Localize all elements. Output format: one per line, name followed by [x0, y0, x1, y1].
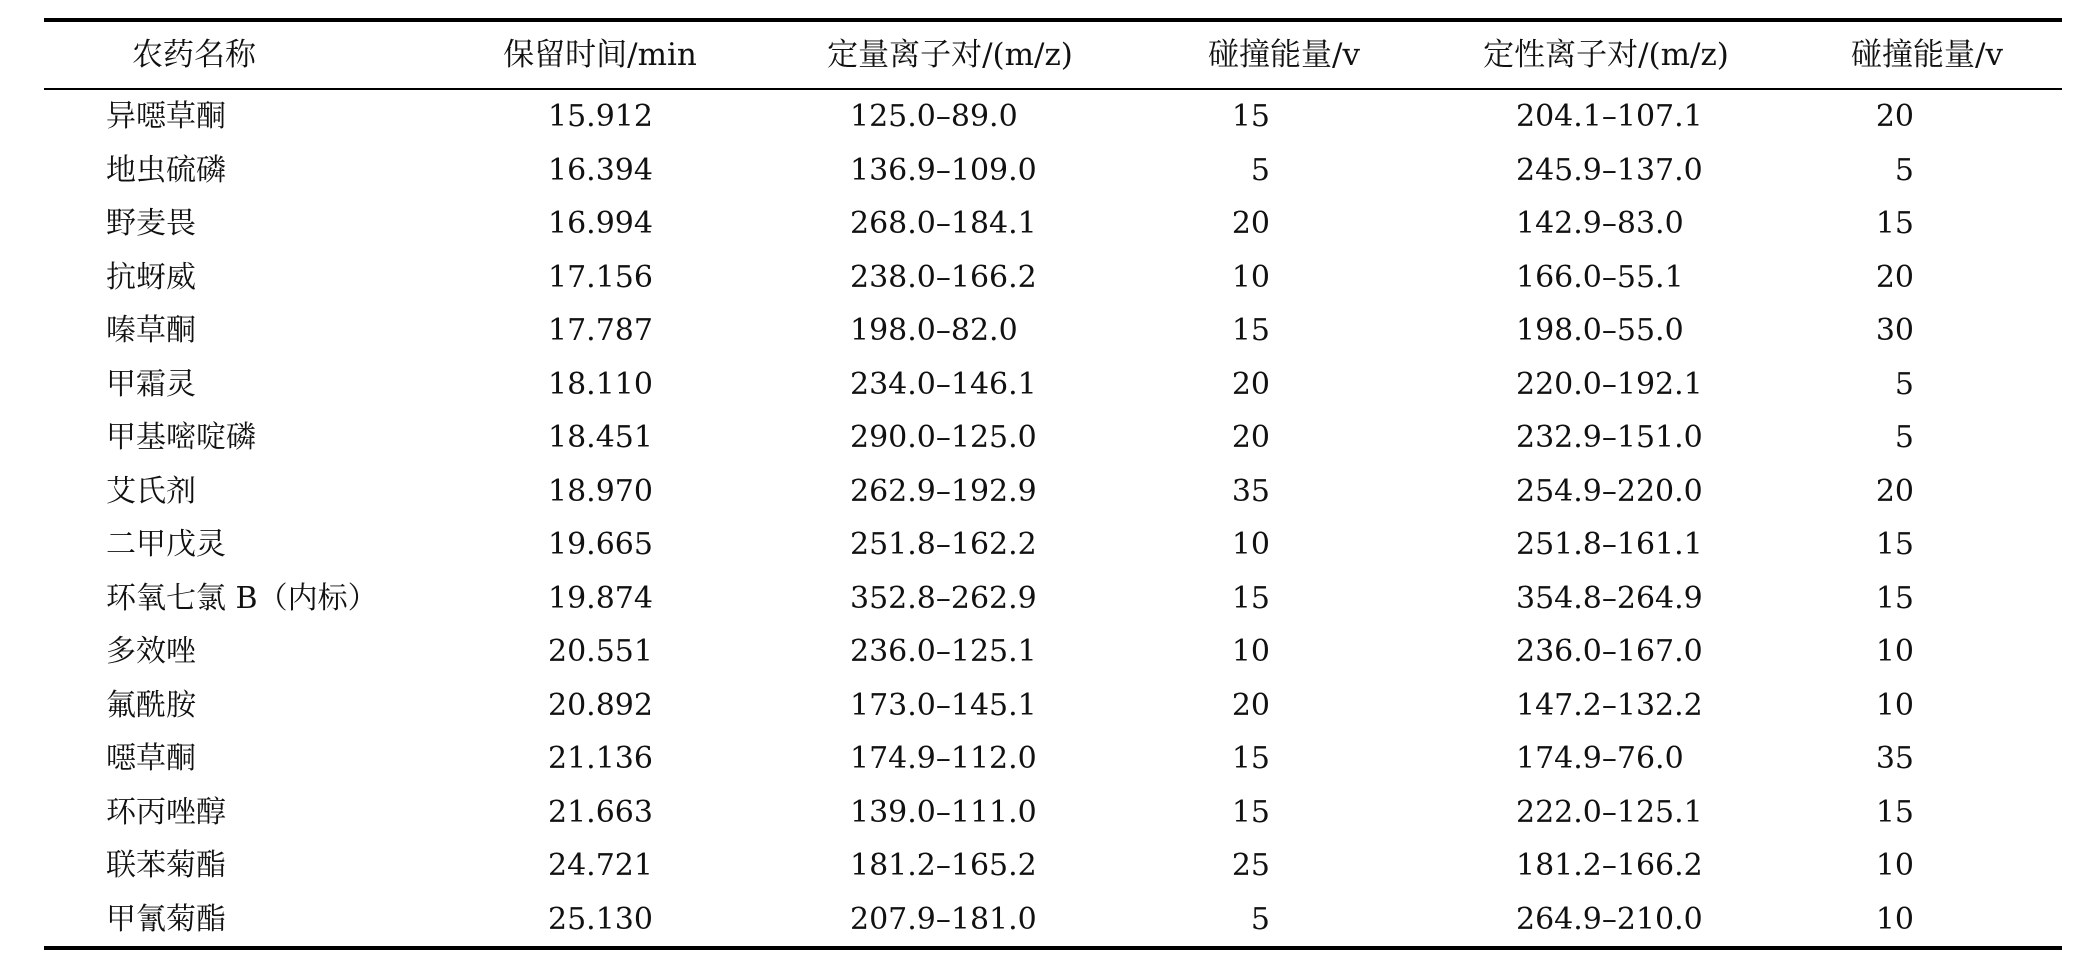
header-collision-energy-2: 碰撞能量/v — [1851, 37, 2003, 73]
cell-pesticide-name: 噁草酮 — [106, 741, 196, 776]
cell-qualitative-ion-pair: 251.8–161.1 — [1516, 527, 1703, 562]
cell-collision-energy-2: 5 — [1894, 420, 1914, 455]
cell-collision-energy-2: 30 — [1875, 313, 1914, 348]
cell-qualitative-ion-pair: 181.2–166.2 — [1516, 848, 1703, 883]
cell-quantitative-ion-pair: 139.0–111.0 — [850, 794, 1037, 830]
cell-pesticide-name: 甲霜灵 — [106, 366, 196, 402]
table-row — [44, 411, 2062, 465]
cell-retention-time: 16.994 — [548, 206, 653, 241]
table-row — [44, 786, 2062, 840]
cell-retention-time: 21.136 — [548, 741, 653, 776]
cell-collision-energy-1: 10 — [1231, 527, 1270, 562]
table-row — [44, 197, 2062, 251]
cell-quantitative-ion-pair: 268.0–184.1 — [850, 206, 1037, 241]
cell-retention-time: 16.394 — [548, 152, 653, 188]
cell-retention-time: 18.110 — [548, 366, 653, 402]
cell-collision-energy-1: 15 — [1231, 313, 1270, 348]
cell-collision-energy-2: 10 — [1875, 687, 1914, 723]
cell-pesticide-name: 甲基嘧啶磷 — [106, 420, 256, 455]
table-row — [44, 625, 2062, 679]
cell-pesticide-name: 地虫硫磷 — [106, 152, 226, 188]
table-header-row — [44, 22, 2062, 88]
cell-pesticide-name: 异噁草酮 — [106, 99, 226, 134]
cell-collision-energy-2: 15 — [1875, 206, 1914, 241]
cell-retention-time: 18.970 — [548, 473, 653, 509]
table-row — [44, 144, 2062, 198]
cell-pesticide-name: 抗蚜威 — [106, 259, 196, 295]
table-row — [44, 304, 2062, 358]
cell-qualitative-ion-pair: 166.0–55.1 — [1516, 259, 1684, 295]
cell-collision-energy-1: 10 — [1231, 259, 1270, 295]
cell-retention-time: 19.665 — [548, 527, 653, 562]
table-row — [44, 679, 2062, 733]
cell-qualitative-ion-pair: 222.0–125.1 — [1516, 794, 1703, 830]
table-row — [44, 90, 2062, 144]
cell-collision-energy-2: 15 — [1875, 580, 1914, 616]
cell-quantitative-ion-pair: 238.0–166.2 — [850, 259, 1037, 295]
cell-qualitative-ion-pair: 264.9–210.0 — [1516, 901, 1703, 937]
cell-quantitative-ion-pair: 181.2–165.2 — [850, 848, 1037, 883]
table-row — [44, 465, 2062, 519]
cell-quantitative-ion-pair: 236.0–125.1 — [850, 634, 1037, 669]
cell-collision-energy-1: 35 — [1231, 473, 1270, 509]
cell-pesticide-name: 甲氰菊酯 — [106, 901, 226, 937]
cell-retention-time: 17.156 — [548, 259, 653, 295]
cell-collision-energy-2: 5 — [1894, 152, 1914, 188]
cell-collision-energy-1: 5 — [1250, 152, 1270, 188]
cell-qualitative-ion-pair: 198.0–55.0 — [1516, 313, 1684, 348]
cell-collision-energy-2: 5 — [1894, 366, 1914, 402]
table-row — [44, 893, 2062, 947]
cell-qualitative-ion-pair: 147.2–132.2 — [1516, 687, 1703, 723]
cell-quantitative-ion-pair: 173.0–145.1 — [850, 687, 1037, 723]
cell-collision-energy-2: 35 — [1875, 741, 1914, 776]
table-row — [44, 358, 2062, 412]
cell-collision-energy-2: 20 — [1875, 259, 1914, 295]
cell-collision-energy-1: 20 — [1231, 687, 1270, 723]
cell-retention-time: 17.787 — [548, 313, 653, 348]
cell-quantitative-ion-pair: 207.9–181.0 — [850, 901, 1037, 937]
cell-pesticide-name: 氟酰胺 — [106, 687, 196, 723]
cell-quantitative-ion-pair: 125.0–89.0 — [850, 99, 1018, 134]
table-bottom-rule — [44, 946, 2062, 950]
cell-collision-energy-2: 10 — [1875, 848, 1914, 883]
cell-collision-energy-1: 15 — [1231, 741, 1270, 776]
cell-collision-energy-1: 25 — [1231, 848, 1270, 883]
cell-retention-time: 24.721 — [548, 848, 653, 883]
cell-pesticide-name: 联苯菊酯 — [106, 848, 226, 883]
cell-qualitative-ion-pair: 354.8–264.9 — [1516, 580, 1703, 616]
cell-retention-time: 20.551 — [548, 634, 653, 669]
cell-collision-energy-1: 20 — [1231, 366, 1270, 402]
cell-quantitative-ion-pair: 262.9–192.9 — [850, 473, 1037, 509]
cell-quantitative-ion-pair: 234.0–146.1 — [850, 366, 1037, 402]
header-qualitative-ion-pair: 定性离子对/(m/z) — [1483, 37, 1729, 73]
cell-qualitative-ion-pair: 204.1–107.1 — [1516, 99, 1703, 134]
cell-collision-energy-2: 10 — [1875, 901, 1914, 937]
cell-collision-energy-2: 10 — [1875, 634, 1914, 669]
cell-collision-energy-1: 20 — [1231, 420, 1270, 455]
cell-retention-time: 18.451 — [548, 420, 653, 455]
cell-qualitative-ion-pair: 142.9–83.0 — [1516, 206, 1684, 241]
cell-collision-energy-2: 15 — [1875, 794, 1914, 830]
cell-collision-energy-2: 15 — [1875, 527, 1914, 562]
cell-quantitative-ion-pair: 174.9–112.0 — [850, 741, 1037, 776]
cell-collision-energy-1: 20 — [1231, 206, 1270, 241]
cell-pesticide-name: 二甲戊灵 — [106, 527, 226, 562]
table-row — [44, 839, 2062, 893]
pesticide-parameter-table — [44, 18, 2062, 950]
table-row — [44, 251, 2062, 305]
cell-pesticide-name: 野麦畏 — [106, 206, 196, 241]
cell-pesticide-name: 艾氏剂 — [106, 473, 196, 509]
cell-pesticide-name: 多效唑 — [106, 634, 196, 669]
cell-qualitative-ion-pair: 220.0–192.1 — [1516, 366, 1703, 402]
cell-pesticide-name: 环氧七氯 B（内标） — [106, 580, 378, 616]
header-collision-energy-1: 碰撞能量/v — [1208, 37, 1360, 73]
header-quantitative-ion-pair: 定量离子对/(m/z) — [827, 37, 1073, 73]
cell-collision-energy-2: 20 — [1875, 473, 1914, 509]
cell-collision-energy-2: 20 — [1875, 99, 1914, 134]
table-row — [44, 518, 2062, 572]
cell-quantitative-ion-pair: 198.0–82.0 — [850, 313, 1018, 348]
cell-collision-energy-1: 5 — [1250, 901, 1270, 937]
cell-collision-energy-1: 10 — [1231, 634, 1270, 669]
cell-collision-energy-1: 15 — [1231, 794, 1270, 830]
cell-qualitative-ion-pair: 236.0–167.0 — [1516, 634, 1703, 669]
cell-retention-time: 25.130 — [548, 901, 653, 937]
cell-retention-time: 15.912 — [548, 99, 653, 134]
cell-quantitative-ion-pair: 290.0–125.0 — [850, 420, 1037, 455]
cell-retention-time: 19.874 — [548, 580, 653, 616]
cell-retention-time: 20.892 — [548, 687, 653, 723]
cell-collision-energy-1: 15 — [1231, 99, 1270, 134]
cell-quantitative-ion-pair: 251.8–162.2 — [850, 527, 1037, 562]
table-row — [44, 732, 2062, 786]
cell-qualitative-ion-pair: 174.9–76.0 — [1516, 741, 1684, 776]
cell-pesticide-name: 环丙唑醇 — [106, 794, 226, 830]
cell-quantitative-ion-pair: 136.9–109.0 — [850, 152, 1037, 188]
cell-pesticide-name: 嗪草酮 — [106, 313, 196, 348]
header-retention-time: 保留时间/min — [503, 37, 697, 73]
table-row — [44, 572, 2062, 626]
cell-retention-time: 21.663 — [548, 794, 653, 830]
cell-qualitative-ion-pair: 245.9–137.0 — [1516, 152, 1703, 188]
cell-quantitative-ion-pair: 352.8–262.9 — [850, 580, 1037, 616]
cell-collision-energy-1: 15 — [1231, 580, 1270, 616]
header-pesticide-name: 农药名称 — [132, 37, 256, 73]
table-body — [44, 90, 2062, 946]
cell-qualitative-ion-pair: 254.9–220.0 — [1516, 473, 1703, 509]
cell-qualitative-ion-pair: 232.9–151.0 — [1516, 420, 1703, 455]
